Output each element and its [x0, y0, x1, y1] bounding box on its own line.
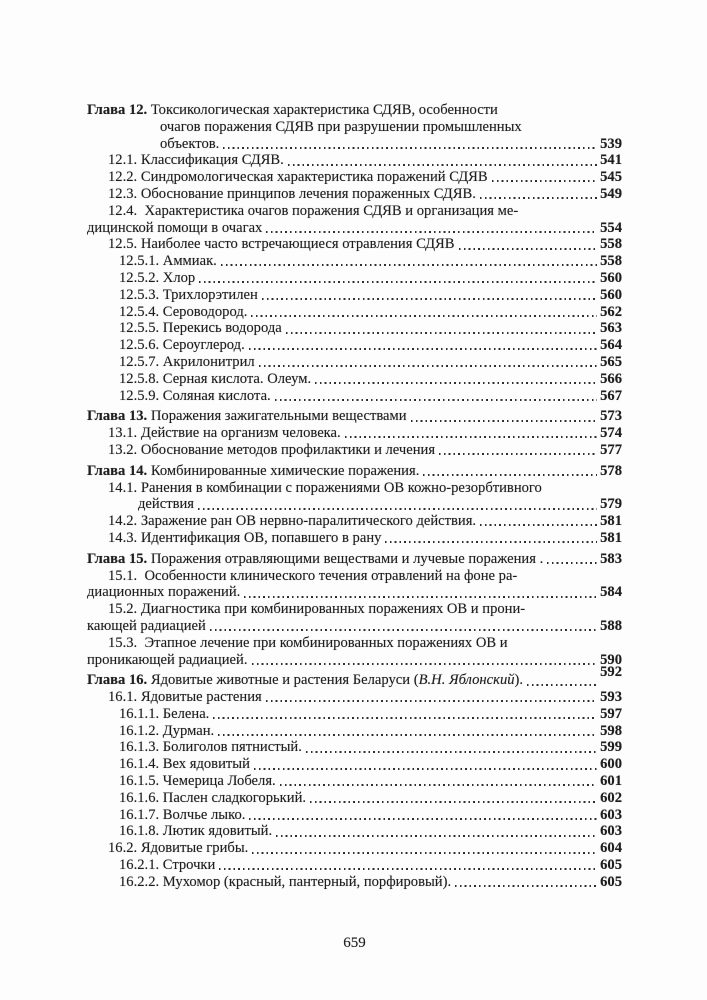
toc-entry-title: Поражения зажигательными веществами [147, 408, 407, 425]
dot-leader [275, 399, 597, 401]
toc-entry-title: 16.1.1. Белена. [119, 705, 210, 722]
toc-entry-title: 16.1. Ядовитые растения [108, 689, 262, 706]
toc-row [87, 186, 622, 203]
toc-entry-title: 12.5.7. Акрилонитрил [119, 353, 255, 370]
toc-entry-title: 12.5.8. Серная кислота. Олеум. [119, 370, 312, 387]
toc-entry-title: очагов поражения СДЯВ при разрушении промышленных [160, 118, 522, 135]
toc-entry-title: 12.5.4. Сероводород. [119, 303, 248, 320]
toc-entry-title: 12.5.6. Сероуглерод. [119, 337, 245, 354]
toc-row [87, 463, 622, 480]
dot-leader [527, 684, 597, 686]
toc-row [87, 723, 622, 740]
toc-row [87, 337, 622, 354]
toc-row [87, 253, 622, 270]
toc-page-number: 549 [600, 185, 622, 202]
toc-entry-title: 14.1. Ранения в комбинации с поражениями ОВ кожно-резорбтивного [108, 479, 542, 496]
dot-leader [244, 596, 597, 598]
toc-page-number: 565 [600, 353, 622, 370]
toc-row [87, 408, 622, 425]
toc-page-number: 590 [600, 651, 622, 668]
toc-row [87, 203, 622, 220]
toc-entry-title: 12.5. Наиболее часто встречающиеся отравления СДЯВ [108, 236, 455, 253]
toc-page-number: 581 [600, 529, 622, 546]
dot-leader [266, 231, 597, 233]
toc-entry-title: 14.3. Идентификация ОВ, попавшего в рану [108, 529, 382, 546]
toc-page-number: 593 [600, 689, 622, 706]
toc-entry-title: 12.5.9. Соляная кислота. [119, 387, 271, 404]
toc-row [87, 442, 622, 459]
toc-entry-title: дицинской помощи в очагах [87, 219, 263, 236]
toc-chapter-label: Глава 14. [87, 462, 148, 479]
toc-page-number: 597 [600, 705, 622, 722]
table-of-contents [87, 102, 622, 891]
dot-leader [252, 852, 597, 854]
toc-page-number: 604 [600, 840, 622, 857]
toc-page-number: 560 [600, 269, 622, 286]
toc-page-number: 563 [600, 320, 622, 337]
dot-leader [345, 436, 597, 438]
toc-row [87, 857, 622, 874]
dot-leader [266, 700, 597, 702]
toc-row [87, 425, 622, 442]
toc-entry-title: 12.2. Синдромологическая характеристика поражений СДЯВ [108, 169, 488, 186]
dot-leader [492, 180, 597, 182]
toc-page-number: 562 [600, 303, 622, 320]
toc-author-name: В.Н. Яблонский [418, 672, 515, 689]
toc-row [87, 119, 622, 136]
toc-page-number: 578 [600, 462, 622, 479]
dot-leader [219, 868, 597, 870]
toc-entry-title: 15.1. Особенности клинического течения отравлений на фоне ра- [108, 567, 518, 584]
dot-leader [280, 784, 597, 786]
toc-row [87, 601, 622, 618]
toc-row [87, 530, 622, 547]
toc-row [87, 635, 622, 652]
toc-page-number: 592 [600, 664, 622, 681]
toc-entry-title: 12.4. Характеристика очагов поражения СДЯВ и организация ме- [108, 202, 519, 219]
toc-row [87, 236, 622, 253]
dot-leader [547, 562, 597, 564]
toc-page-number: 574 [600, 425, 622, 442]
toc-entry-title: 16.1.4. Вех ядовитый [119, 756, 250, 773]
toc-entry-title: ). [514, 672, 524, 689]
dot-leader [199, 281, 597, 283]
dot-leader [306, 751, 597, 753]
toc-entry-title: 16.1.7. Волчье лыко. [119, 806, 246, 823]
toc-row [87, 823, 622, 840]
toc-page-number: 573 [600, 408, 622, 425]
toc-row [87, 568, 622, 585]
toc-entry-title: действия [138, 496, 194, 513]
toc-row [87, 480, 622, 497]
toc-row [87, 102, 622, 119]
toc-page-number: 603 [600, 806, 622, 823]
toc-row [87, 220, 622, 237]
toc-row [87, 354, 622, 371]
toc-row [87, 790, 622, 807]
toc-page-number: 558 [600, 236, 622, 253]
toc-row [87, 756, 622, 773]
toc-page-number: 601 [600, 773, 622, 790]
toc-entry-title: Поражения отравляющими веществами и лучевые поражения . [147, 550, 544, 567]
toc-row [87, 169, 622, 186]
toc-entry-title: 16.1.8. Лютик ядовитый. [119, 823, 273, 840]
dot-leader [254, 768, 597, 770]
toc-entry-title: 16.2. Ядовитые грибы. [108, 840, 249, 857]
toc-row [87, 664, 622, 689]
toc-page-number: 581 [600, 513, 622, 530]
toc-row [87, 874, 622, 891]
toc-row [87, 371, 622, 388]
dot-leader [252, 663, 598, 665]
toc-entry-title: Ядовитые животные и растения Беларуси ( [147, 672, 419, 689]
toc-row [87, 304, 622, 321]
toc-row [87, 320, 622, 337]
toc-entry-title: диационных поражений. [87, 584, 241, 601]
toc-entry-title: 14.2. Заражение ран ОВ нервно-паралитического действия. [108, 513, 477, 530]
dot-leader [213, 717, 597, 719]
toc-page-number: 539 [600, 135, 622, 152]
toc-page-number: 579 [600, 496, 622, 513]
toc-row [87, 773, 622, 790]
toc-row [87, 618, 622, 635]
toc-entry-title: 16.1.5. Чемерица Лобеля. [119, 773, 276, 790]
dot-leader [223, 147, 597, 149]
toc-row [87, 840, 622, 857]
dot-leader [411, 420, 598, 422]
dot-leader [262, 298, 597, 300]
toc-entry-title: 16.1.6. Паслен сладкогорький. [119, 789, 307, 806]
dot-leader [385, 541, 597, 543]
toc-entry-title: 12.5.2. Хлор [119, 269, 196, 286]
toc-entry-title: объектов. [160, 135, 220, 152]
toc-row [87, 136, 622, 153]
toc-page-number: 603 [600, 823, 622, 840]
toc-row [87, 689, 622, 706]
toc-row [87, 388, 622, 405]
toc-entry-title: 16.1.3. Болиголов пятнистый. [119, 739, 302, 756]
toc-page-number: 584 [600, 584, 622, 601]
toc-page-number: 588 [600, 617, 622, 634]
toc-page-number: 564 [600, 337, 622, 354]
toc-entry-title: кающей радиацией [87, 617, 206, 634]
toc-row [87, 287, 622, 304]
toc-page-number: 566 [600, 370, 622, 387]
toc-page-number: 605 [600, 873, 622, 890]
toc-row [87, 706, 622, 723]
dot-leader [459, 248, 598, 250]
toc-entry-title: 12.5.5. Перекись водорода [119, 320, 282, 337]
toc-entry-title: Комбинированные химические поражения. [147, 462, 420, 479]
toc-row [87, 513, 622, 530]
toc-entry-title: 12.3. Обоснование принципов лечения пораженных СДЯВ. [108, 185, 476, 202]
toc-page-number: 605 [600, 857, 622, 874]
toc-row [87, 807, 622, 824]
toc-row [87, 496, 622, 513]
toc-page-number: 545 [600, 169, 622, 186]
toc-entry-title: 15.3. Этапное лечение при комбинированных поражениях ОВ и [108, 634, 508, 651]
toc-page-number: 602 [600, 789, 622, 806]
toc-chapter-label: Глава 16. [87, 672, 148, 689]
toc-entry-title: 13.1. Действие на организм человека. [108, 425, 341, 442]
toc-page-number: 598 [600, 722, 622, 739]
toc-page-number: 560 [600, 286, 622, 303]
dot-leader [439, 453, 597, 455]
dot-leader [249, 348, 597, 350]
toc-row [87, 551, 622, 568]
toc-row [87, 584, 622, 601]
dot-leader [276, 835, 597, 837]
toc-page-number: 541 [600, 152, 622, 169]
dot-leader [480, 524, 597, 526]
toc-entry-title: 15.2. Диагностика при комбинированных поражениях ОВ и прони- [108, 601, 526, 618]
toc-entry-title: 12.5.1. Аммиак. [119, 253, 217, 270]
toc-row [87, 270, 622, 287]
toc-page-number: 554 [600, 219, 622, 236]
dot-leader [249, 818, 597, 820]
toc-entry-title: 12.1. Классификация СДЯВ. [108, 152, 284, 169]
toc-entry-title: 13.2. Обоснование методов профилактики и лечения [108, 441, 436, 458]
dot-leader [455, 885, 597, 887]
toc-chapter-label: Глава 15. [87, 550, 148, 567]
toc-chapter-label: Глава 12. [87, 102, 148, 118]
dot-leader [251, 315, 597, 317]
dot-leader [288, 164, 597, 166]
toc-entry-title: 16.2.1. Строчки [119, 857, 216, 874]
toc-page-number: 583 [600, 550, 622, 567]
toc-row [87, 739, 622, 756]
dot-leader [198, 508, 597, 510]
toc-page-number: 567 [600, 387, 622, 404]
toc-row [87, 652, 622, 669]
toc-chapter-label: Глава 13. [87, 408, 148, 425]
dot-leader [315, 382, 597, 384]
folio: 659 [343, 935, 366, 951]
dot-leader [310, 801, 597, 803]
toc-page-number: 599 [600, 739, 622, 756]
toc-entry-title: 16.1.2. Дурман. [119, 722, 215, 739]
dot-leader [221, 264, 597, 266]
dot-leader [423, 474, 597, 476]
toc-page-number: 577 [600, 441, 622, 458]
toc-entry-title: Токсикологическая характеристика СДЯВ, особенности [147, 102, 498, 118]
toc-page-number: 600 [600, 756, 622, 773]
dot-leader [480, 197, 597, 199]
toc-entry-title: проникающей радиацией. [87, 651, 248, 668]
dot-leader [286, 332, 597, 334]
toc-entry-title: 16.2.2. Мухомор (красный, пантерный, порфировый). [119, 873, 452, 890]
toc-page-number: 558 [600, 253, 622, 270]
dot-leader [210, 629, 597, 631]
dot-leader [218, 734, 597, 736]
toc-row [87, 152, 622, 169]
toc-entry-title: 12.5.3. Трихлорэтилен [119, 286, 258, 303]
dot-leader [259, 365, 597, 367]
